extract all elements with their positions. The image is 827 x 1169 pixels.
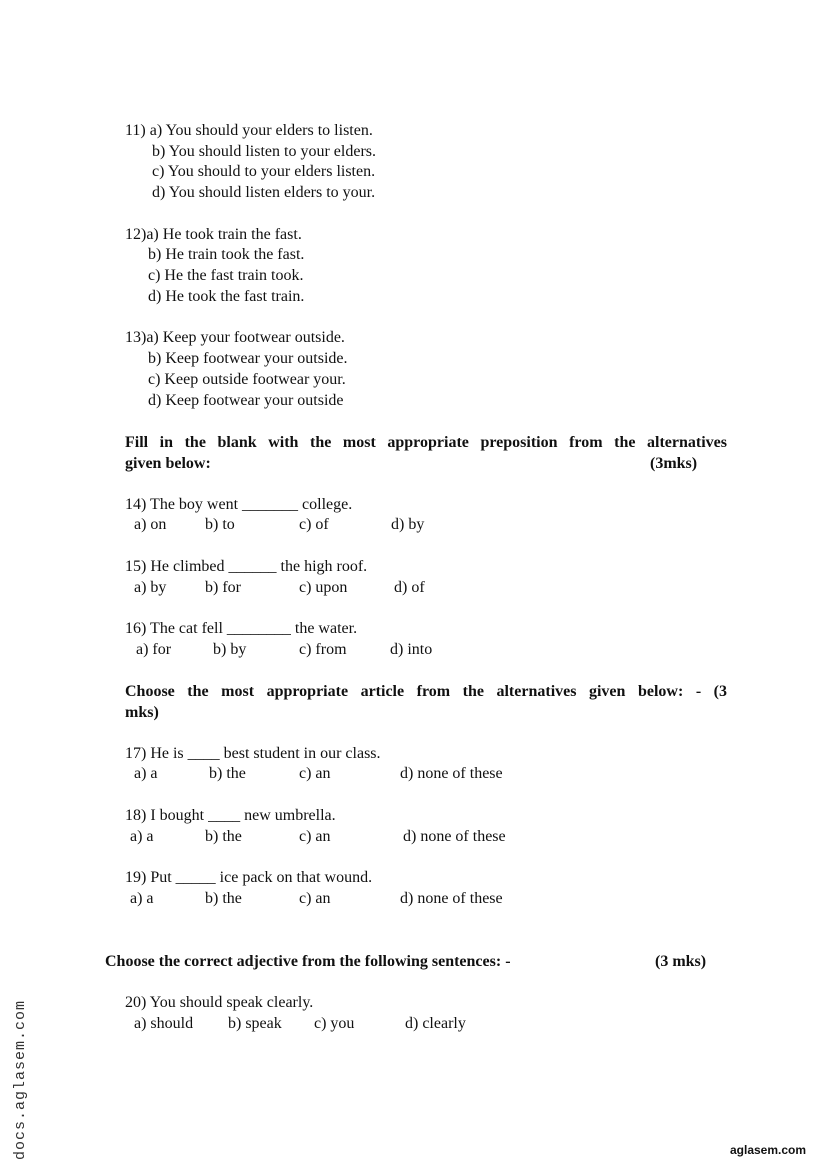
q12-option-a: 12)a) He took train the fast. [125,226,302,243]
q15-option: d) of [394,579,425,596]
q16-option: c) from [299,641,347,658]
q14-option: c) of [299,516,329,533]
q13-option-b: b) Keep footwear your outside. [148,350,348,367]
article-section-heading: Choose the most appropriate article from the alternatives given below: - (3 [125,683,727,700]
q15-stem: 15) He climbed ______ the high roof. [125,558,368,575]
q20-option: d) clearly [405,1015,466,1032]
q14-option: b) to [205,516,235,533]
q11-option-c: c) You should to your elders listen. [152,163,376,180]
q17-stem: 17) He is ____ best student in our class. [125,745,381,762]
q11-option-a: 11) a) You should your elders to listen. [125,122,373,139]
q20-option: a) should [134,1015,194,1032]
q16-option: a) for [136,641,172,658]
preposition-section-marks: (3mks) [650,455,698,472]
q15-option: a) by [134,579,167,596]
q20-option: b) speak [228,1015,282,1032]
q17-option: c) an [299,765,331,782]
q12-option-d: d) He took the fast train. [148,288,305,305]
footer-site-name: aglasem.com [730,1143,807,1157]
q15-option: c) upon [299,579,348,596]
q16-option: b) by [213,641,247,658]
q16-stem: 16) The cat fell ________ the water. [125,620,358,637]
q16-option: d) into [390,641,433,658]
q11-option-b: b) You should listen to your elders. [152,143,376,160]
q20-option: c) you [314,1015,355,1032]
q19-stem: 19) Put _____ ice pack on that wound. [125,869,373,886]
adjective-section-marks: (3 mks) [655,953,707,970]
q13-option-d: d) Keep footwear your outside [148,392,344,409]
preposition-section-heading: Fill in the blank with the most appropriate preposition from the alternatives [125,434,727,451]
article-section-marks: mks) [125,704,159,721]
q12-option-b: b) He train took the fast. [148,246,305,263]
q18-option: a) a [130,828,154,845]
q13-option-a: 13)a) Keep your footwear outside. [125,329,345,346]
q13-option-c: c) Keep outside footwear your. [148,371,346,388]
q17-option: b) the [209,765,246,782]
q18-option: c) an [299,828,331,845]
q19-option: b) the [205,890,242,907]
q14-stem: 14) The boy went _______ college. [125,496,353,513]
side-watermark: docs.aglasem.com [12,999,29,1160]
q19-option: d) none of these [400,890,503,907]
q18-stem: 18) I bought ____ new umbrella. [125,807,336,824]
q14-option: a) on [134,516,167,533]
q14-option: d) by [391,516,425,533]
q12-option-c: c) He the fast train took. [148,267,304,284]
q19-option: a) a [130,890,154,907]
q19-option: c) an [299,890,331,907]
q17-option: d) none of these [400,765,503,782]
q18-option: b) the [205,828,242,845]
adjective-section-heading: Choose the correct adjective from the following sentences: - [105,953,511,970]
preposition-section-heading-cont: given below: [125,455,211,472]
q17-option: a) a [134,765,158,782]
q20-stem: 20) You should speak clearly. [125,994,314,1011]
q18-option: d) none of these [403,828,506,845]
q15-option: b) for [205,579,241,596]
q11-option-d: d) You should listen elders to your. [152,184,376,201]
